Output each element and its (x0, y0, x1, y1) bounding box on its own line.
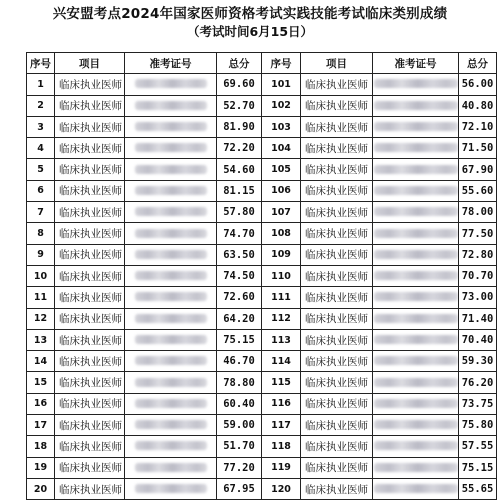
table-cell-seq: 20 (27, 478, 55, 499)
table-cell-score: 63.50 (217, 244, 262, 265)
table-row (27, 329, 497, 350)
redacted-exam-id (135, 101, 207, 110)
table-cell-project: 临床执业医师 (55, 287, 125, 308)
table-cell-exam-id-redacted (125, 95, 217, 116)
redacted-exam-id (135, 143, 207, 152)
col-header-score: 总分 (217, 53, 262, 74)
table-cell-seq: 10 (27, 265, 55, 286)
table-cell-exam-id-redacted (125, 308, 217, 329)
redacted-exam-id (374, 399, 458, 408)
table-cell-exam-id-redacted (373, 223, 459, 244)
table-cell-exam-id-redacted (373, 457, 459, 478)
redacted-exam-id (374, 229, 458, 238)
table-cell-seq: 103 (262, 116, 301, 137)
table-cell-score: 51.70 (217, 436, 262, 457)
col-header-seq: 序号 (27, 53, 55, 74)
table-cell-exam-id-redacted (373, 159, 459, 180)
table-cell-project: 临床执业医师 (55, 415, 125, 436)
table-cell-project: 临床执业医师 (301, 393, 373, 414)
table-row (27, 415, 497, 436)
table-cell-score: 74.50 (217, 265, 262, 286)
table-cell-score: 75.80 (459, 415, 497, 436)
table-cell-exam-id-redacted (125, 457, 217, 478)
table-row (27, 116, 497, 137)
redacted-exam-id (374, 314, 458, 323)
table-cell-project: 临床执业医师 (55, 478, 125, 499)
table-cell-exam-id-redacted (125, 478, 217, 499)
table-cell-exam-id-redacted (373, 95, 459, 116)
redacted-exam-id (374, 356, 458, 365)
table-row (27, 74, 497, 95)
table-cell-score: 57.55 (459, 436, 497, 457)
table-cell-project: 临床执业医师 (55, 372, 125, 393)
table-cell-exam-id-redacted (373, 393, 459, 414)
table-cell-score: 55.65 (459, 478, 497, 499)
table-cell-exam-id-redacted (125, 223, 217, 244)
table-cell-exam-id-redacted (373, 415, 459, 436)
col-header-project: 项目 (55, 53, 125, 74)
table-cell-score: 64.20 (217, 308, 262, 329)
table-cell-project: 临床执业医师 (55, 265, 125, 286)
redacted-exam-id (374, 420, 458, 429)
table-cell-seq: 16 (27, 393, 55, 414)
table-cell-project: 临床执业医师 (301, 202, 373, 223)
table-cell-exam-id-redacted (373, 351, 459, 372)
table-cell-score: 70.70 (459, 265, 497, 286)
table-cell-seq: 4 (27, 138, 55, 159)
table-cell-project: 临床执业医师 (55, 351, 125, 372)
table-cell-score: 52.70 (217, 95, 262, 116)
redacted-exam-id (135, 271, 207, 280)
table-cell-seq: 3 (27, 116, 55, 137)
table-cell-seq: 113 (262, 329, 301, 350)
redacted-exam-id (374, 122, 458, 131)
redacted-exam-id (374, 335, 458, 344)
table-cell-project: 临床执业医师 (301, 95, 373, 116)
table-cell-project: 临床执业医师 (55, 457, 125, 478)
table-cell-seq: 119 (262, 457, 301, 478)
table-cell-score: 71.50 (459, 138, 497, 159)
table-cell-score: 74.70 (217, 223, 262, 244)
table-cell-seq: 7 (27, 202, 55, 223)
redacted-exam-id (135, 165, 207, 174)
redacted-exam-id (135, 207, 207, 216)
redacted-exam-id (374, 463, 458, 472)
table-cell-project: 临床执业医师 (301, 74, 373, 95)
table-row (27, 351, 497, 372)
redacted-exam-id (374, 484, 458, 493)
table-row (27, 223, 497, 244)
table-cell-project: 临床执业医师 (55, 138, 125, 159)
table-cell-score: 60.40 (217, 393, 262, 414)
redacted-exam-id (374, 250, 458, 259)
redacted-exam-id (135, 79, 207, 88)
redacted-exam-id (374, 292, 458, 301)
table-cell-exam-id-redacted (373, 329, 459, 350)
table-cell-score: 76.20 (459, 372, 497, 393)
table-cell-project: 临床执业医师 (301, 159, 373, 180)
redacted-exam-id (135, 186, 207, 195)
redacted-exam-id (374, 441, 458, 450)
scores-table (26, 52, 497, 500)
table-cell-score: 81.15 (217, 180, 262, 201)
table-row (27, 457, 497, 478)
redacted-exam-id (135, 378, 207, 387)
table-row (27, 287, 497, 308)
table-cell-project: 临床执业医师 (55, 202, 125, 223)
table-cell-exam-id-redacted (125, 372, 217, 393)
table-cell-project: 临床执业医师 (301, 265, 373, 286)
table-cell-exam-id-redacted (125, 287, 217, 308)
table-cell-project: 临床执业医师 (55, 74, 125, 95)
col-header-exam-id: 准考证号 (125, 53, 217, 74)
table-cell-score: 75.15 (459, 457, 497, 478)
table-cell-exam-id-redacted (373, 202, 459, 223)
table-cell-seq: 105 (262, 159, 301, 180)
table-cell-project: 临床执业医师 (301, 308, 373, 329)
table-cell-score: 67.95 (217, 478, 262, 499)
table-cell-seq: 112 (262, 308, 301, 329)
table-cell-score: 72.20 (217, 138, 262, 159)
table-cell-project: 临床执业医师 (301, 116, 373, 137)
table-cell-seq: 9 (27, 244, 55, 265)
table-cell-score: 54.60 (217, 159, 262, 180)
table-cell-project: 临床执业医师 (55, 223, 125, 244)
table-cell-project: 临床执业医师 (55, 95, 125, 116)
table-cell-exam-id-redacted (125, 74, 217, 95)
table-cell-exam-id-redacted (373, 74, 459, 95)
redacted-exam-id (135, 335, 207, 344)
table-cell-exam-id-redacted (125, 393, 217, 414)
table-row (27, 202, 497, 223)
table-cell-seq: 102 (262, 95, 301, 116)
table-cell-score: 78.80 (217, 372, 262, 393)
table-row (27, 478, 497, 499)
table-cell-seq: 14 (27, 351, 55, 372)
table-cell-seq: 18 (27, 436, 55, 457)
table-row (27, 159, 497, 180)
redacted-exam-id (374, 186, 458, 195)
table-cell-score: 78.00 (459, 202, 497, 223)
table-cell-score: 77.20 (217, 457, 262, 478)
redacted-exam-id (374, 207, 458, 216)
table-cell-score: 73.75 (459, 393, 497, 414)
redacted-exam-id (135, 463, 207, 472)
table-cell-seq: 120 (262, 478, 301, 499)
table-cell-score: 57.80 (217, 202, 262, 223)
table-cell-project: 临床执业医师 (55, 329, 125, 350)
table-cell-score: 67.90 (459, 159, 497, 180)
redacted-exam-id (135, 122, 207, 131)
table-cell-project: 临床执业医师 (301, 436, 373, 457)
col-header-project: 项目 (301, 53, 373, 74)
redacted-exam-id (374, 101, 458, 110)
table-cell-exam-id-redacted (125, 138, 217, 159)
table-cell-seq: 8 (27, 223, 55, 244)
table-cell-project: 临床执业医师 (301, 287, 373, 308)
table-cell-score: 71.40 (459, 308, 497, 329)
table-cell-project: 临床执业医师 (301, 372, 373, 393)
table-cell-exam-id-redacted (125, 351, 217, 372)
table-cell-exam-id-redacted (125, 116, 217, 137)
table-cell-seq: 106 (262, 180, 301, 201)
table-cell-seq: 111 (262, 287, 301, 308)
table-cell-seq: 117 (262, 415, 301, 436)
table-cell-exam-id-redacted (373, 478, 459, 499)
table-row (27, 436, 497, 457)
table-cell-project: 临床执业医师 (301, 329, 373, 350)
table-cell-score: 59.30 (459, 351, 497, 372)
table-cell-score: 56.00 (459, 74, 497, 95)
table-cell-exam-id-redacted (125, 159, 217, 180)
table-cell-project: 临床执业医师 (55, 159, 125, 180)
table-cell-seq: 13 (27, 329, 55, 350)
table-cell-project: 临床执业医师 (301, 457, 373, 478)
table-cell-score: 81.90 (217, 116, 262, 137)
table-cell-seq: 5 (27, 159, 55, 180)
col-header-seq: 序号 (262, 53, 301, 74)
table-cell-score: 40.80 (459, 95, 497, 116)
table-cell-project: 临床执业医师 (55, 393, 125, 414)
table-cell-project: 临床执业医师 (301, 244, 373, 265)
table-cell-project: 临床执业医师 (301, 180, 373, 201)
table-row (27, 265, 497, 286)
redacted-exam-id (135, 314, 207, 323)
table-cell-seq: 104 (262, 138, 301, 159)
table-cell-seq: 15 (27, 372, 55, 393)
table-cell-project: 临床执业医师 (55, 116, 125, 137)
table-cell-exam-id-redacted (373, 436, 459, 457)
redacted-exam-id (135, 229, 207, 238)
table-row (27, 180, 497, 201)
table-cell-exam-id-redacted (125, 180, 217, 201)
table-cell-project: 临床执业医师 (301, 351, 373, 372)
table-row (27, 138, 497, 159)
table-row (27, 244, 497, 265)
table-cell-exam-id-redacted (125, 244, 217, 265)
table-cell-exam-id-redacted (125, 265, 217, 286)
table-row (27, 308, 497, 329)
table-row (27, 393, 497, 414)
table-cell-seq: 115 (262, 372, 301, 393)
table-cell-seq: 107 (262, 202, 301, 223)
table-cell-score: 75.15 (217, 329, 262, 350)
redacted-exam-id (135, 484, 207, 493)
table-cell-exam-id-redacted (125, 202, 217, 223)
table-cell-score: 72.10 (459, 116, 497, 137)
table-cell-project: 临床执业医师 (55, 436, 125, 457)
table-cell-seq: 12 (27, 308, 55, 329)
table-cell-seq: 109 (262, 244, 301, 265)
table-cell-project: 临床执业医师 (301, 223, 373, 244)
exam-date-subtitle: （考试时间6月15日） (186, 24, 314, 39)
table-cell-seq: 2 (27, 95, 55, 116)
table-cell-exam-id-redacted (373, 372, 459, 393)
table-cell-seq: 1 (27, 74, 55, 95)
table-cell-seq: 11 (27, 287, 55, 308)
table-cell-exam-id-redacted (373, 287, 459, 308)
table-cell-seq: 6 (27, 180, 55, 201)
table-cell-seq: 110 (262, 265, 301, 286)
table-cell-project: 临床执业医师 (55, 308, 125, 329)
table-cell-seq: 116 (262, 393, 301, 414)
table-cell-score: 46.70 (217, 351, 262, 372)
table-cell-score: 72.80 (459, 244, 497, 265)
table-cell-score: 59.00 (217, 415, 262, 436)
table-cell-score: 77.50 (459, 223, 497, 244)
table-cell-seq: 108 (262, 223, 301, 244)
redacted-exam-id (135, 292, 207, 301)
table-cell-seq: 19 (27, 457, 55, 478)
redacted-exam-id (135, 420, 207, 429)
table-cell-score: 55.60 (459, 180, 497, 201)
col-header-score: 总分 (459, 53, 497, 74)
table-row (27, 95, 497, 116)
table-cell-exam-id-redacted (373, 180, 459, 201)
table-cell-score: 69.60 (217, 74, 262, 95)
redacted-exam-id (135, 356, 207, 365)
table-cell-project: 临床执业医师 (55, 180, 125, 201)
table-cell-exam-id-redacted (373, 116, 459, 137)
table-cell-exam-id-redacted (373, 265, 459, 286)
table-cell-seq: 17 (27, 415, 55, 436)
table-cell-project: 临床执业医师 (301, 415, 373, 436)
table-row (27, 372, 497, 393)
table-cell-exam-id-redacted (125, 436, 217, 457)
table-cell-score: 72.60 (217, 287, 262, 308)
header-row (27, 53, 497, 74)
table-cell-project: 临床执业医师 (55, 244, 125, 265)
redacted-exam-id (135, 399, 207, 408)
redacted-exam-id (374, 165, 458, 174)
table-cell-exam-id-redacted (125, 329, 217, 350)
table-cell-exam-id-redacted (373, 138, 459, 159)
redacted-exam-id (135, 441, 207, 450)
col-header-exam-id: 准考证号 (373, 53, 459, 74)
table-cell-seq: 114 (262, 351, 301, 372)
table-cell-project: 临床执业医师 (301, 478, 373, 499)
table-cell-exam-id-redacted (125, 415, 217, 436)
table-cell-score: 70.40 (459, 329, 497, 350)
table-cell-project: 临床执业医师 (301, 138, 373, 159)
table-cell-seq: 118 (262, 436, 301, 457)
page-title: 兴安盟考点2024年国家医师资格考试实践技能考试临床类别成绩 (52, 6, 448, 22)
table-cell-exam-id-redacted (373, 244, 459, 265)
redacted-exam-id (374, 143, 458, 152)
table-cell-score: 73.00 (459, 287, 497, 308)
redacted-exam-id (374, 79, 458, 88)
table-cell-exam-id-redacted (373, 308, 459, 329)
redacted-exam-id (135, 250, 207, 259)
redacted-exam-id (374, 271, 458, 280)
redacted-exam-id (374, 378, 458, 387)
table-cell-seq: 101 (262, 74, 301, 95)
